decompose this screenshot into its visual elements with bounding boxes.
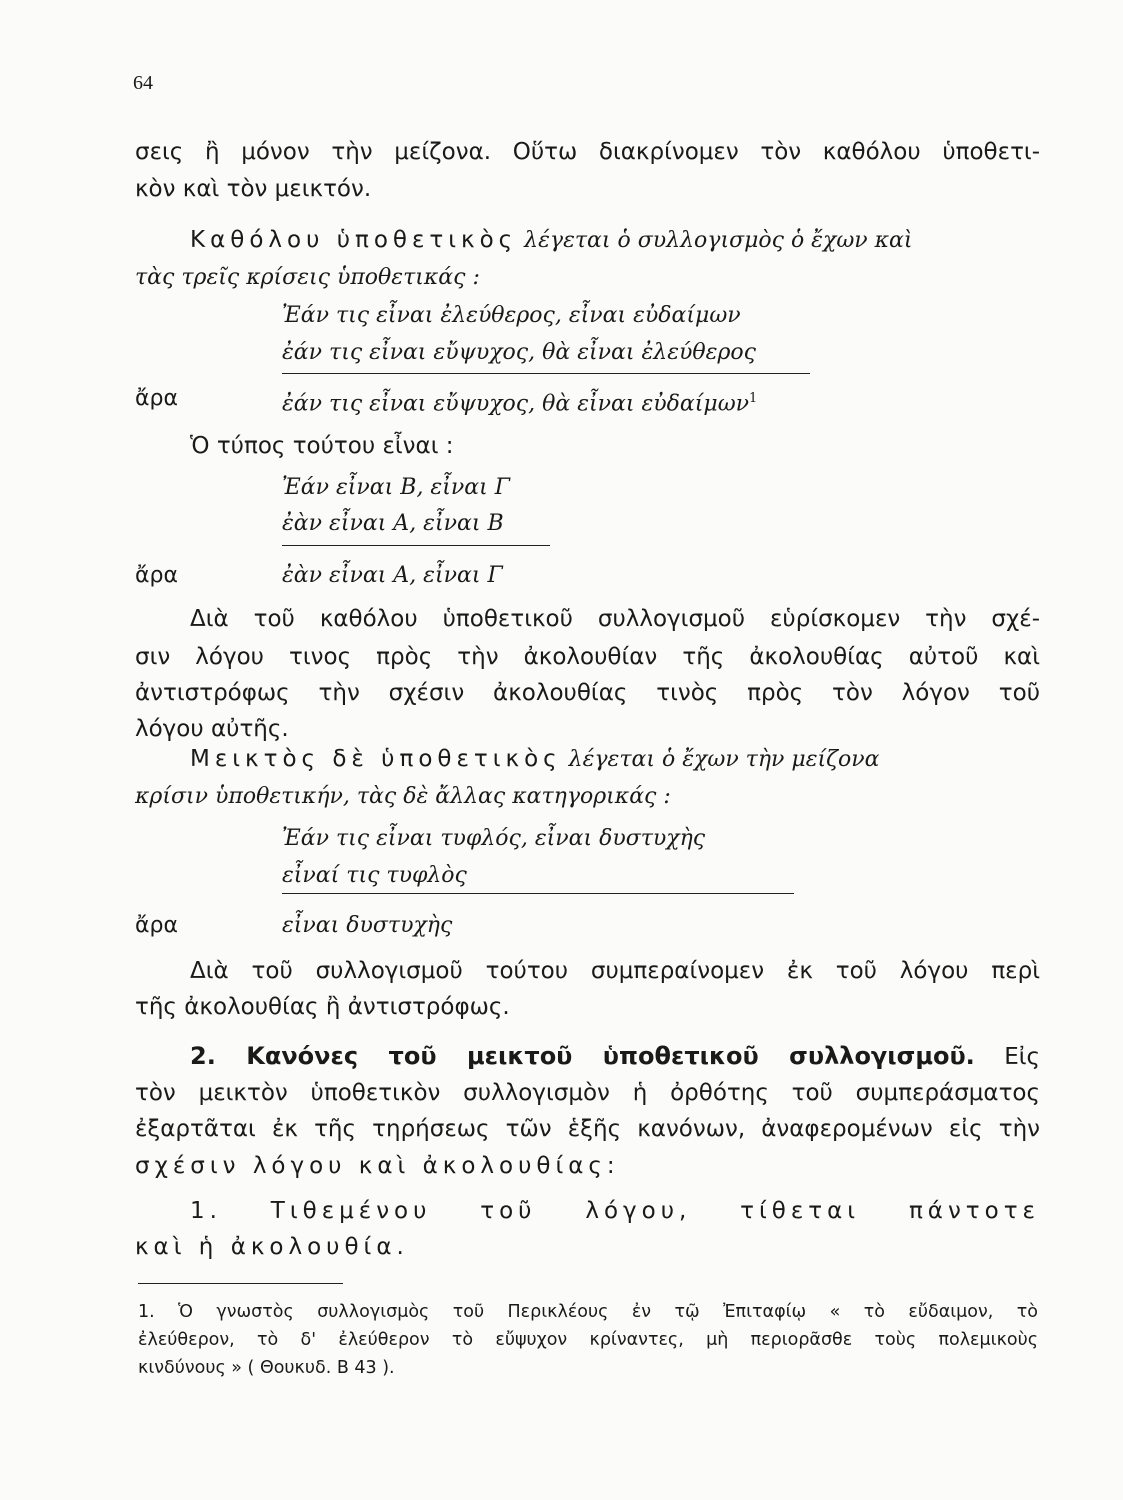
example-3-premise-1: Ἐάν τις εἶναι τυφλός, εἶναι δυστυχὴς: [282, 826, 706, 851]
rule-1-line-2: καὶ ἡ ἀκολουθία.: [135, 1234, 409, 1260]
example-3-ara: ἄρα: [135, 913, 178, 938]
example-2-premise-1: Ἐάν εἶναι Β, εἶναι Γ: [282, 475, 510, 500]
example-3-rule: [282, 893, 794, 894]
section-2-heading: 2. Κανόνες τοῦ μεικτοῦ ὑποθετικοῦ συλλογισμοῦ.: [190, 1042, 975, 1070]
section-2-line-2: τὸν μεικτὸν ὑποθετικὸν συλλογισμὸν ἡ ὀρθότης τοῦ συμπεράσματος: [135, 1080, 1040, 1106]
paragraph-2-line-4: λόγου αὐτῆς.: [135, 716, 289, 742]
definition-universal-hypothetical-line-2: τὰς τρεῖς κρίσεις ὑποθετικάς :: [135, 265, 480, 290]
page-number: 64: [133, 72, 153, 94]
example-3-premise-2: εἶναί τις τυφλὸς: [282, 863, 467, 888]
example-1-ara: ἄρα: [135, 386, 178, 411]
paragraph-3-line-1: Διὰ τοῦ συλλογισμοῦ τούτου συμπεραίνομεν ἐκ τοῦ λόγου περὶ: [190, 958, 1040, 984]
example-1-premise-1: Ἐάν τις εἶναι ἐλεύθερος, εἶναι εὐδαίμων: [282, 303, 741, 328]
term-universal-hypothetical: Καθόλου ὑποθετικὸς: [190, 227, 518, 253]
section-2-spaced-tail: σχέσιν λόγου καὶ ἀκολουθίας:: [135, 1153, 620, 1179]
example-1-conclusion: ἐάν τις εἶναι εὔψυχος, θὰ εἶναι εὐδαίμων$^1$: [282, 391, 758, 417]
paragraph-2-line-1: Διὰ τοῦ καθόλου ὑποθετικοῦ συλλογισμοῦ εὑρίσκομεν τὴν σχέ-: [190, 606, 1040, 632]
definition-mixed-hypothetical: Μεικτὸς δὲ ὑποθετικὸς λέγεται ὁ ἔχων τὴν μείζονα: [190, 746, 880, 772]
example-2-rule: [282, 545, 550, 546]
footnote-line-1: 1. Ὁ γνωστὸς συλλογισμὸς τοῦ Περικλέους ἐν τῷ Ἐπιταφίῳ « τὸ εὔδαιμον, τὸ: [138, 1302, 1038, 1322]
definition-mixed-hypothetical-line-2: κρίσιν ὑποθετικήν, τὰς δὲ ἄλλας κατηγορικάς :: [135, 784, 671, 809]
footnote-separator: [138, 1283, 343, 1284]
footnote-marker: 1: [749, 391, 758, 406]
example-1-premise-2: ἐάν τις εἶναι εὔψυχος, θὰ εἶναι ἐλεύθερος: [282, 340, 756, 365]
footnote-line-3: κινδύνους » ( Θουκυδ. Β 43 ).: [138, 1358, 395, 1378]
paragraph-2-line-3: ἀντιστρόφως τὴν σχέσιν ἀκολουθίας τινὸς πρὸς τὸν λόγον τοῦ: [135, 680, 1040, 706]
example-3-conclusion: εἶναι δυστυχὴς: [282, 913, 453, 938]
example-1-rule: [282, 373, 810, 374]
example-2-premise-2: ἐὰν εἶναι Α, εἶναι Β: [282, 511, 504, 536]
section-2-heading-line: 2. Κανόνες τοῦ μεικτοῦ ὑποθετικοῦ συλλογισμοῦ. Εἰς: [190, 1042, 1041, 1070]
definition-universal-hypothetical: Καθόλου ὑποθετικὸς λέγεται ὁ συλλογισμὸς ὁ ἔχων καὶ: [190, 227, 913, 253]
paragraph-2-line-2: σιν λόγου τινος πρὸς τὴν ἀκολουθίαν τῆς ἀκολουθίας αὐτοῦ καὶ: [135, 644, 1040, 670]
paragraph-1-line-1: σεις ἢ μόνον τὴν μείζονα. Οὕτω διακρίνομεν τὸν καθόλου ὑποθετι-: [135, 139, 1040, 165]
term-mixed-hypothetical: Μεικτὸς δὲ ὑποθετικὸς: [190, 746, 562, 772]
type-intro: Ὁ τύπος τούτου εἶναι :: [190, 433, 454, 459]
example-2-ara: ἄρα: [135, 563, 178, 588]
example-2-conclusion: ἐὰν εἶναι Α, εἶναι Γ: [282, 563, 503, 588]
paragraph-1-line-2: κὸν καὶ τὸν μεικτόν.: [135, 176, 372, 202]
paragraph-3-line-2: τῆς ἀκολουθίας ἢ ἀντιστρόφως.: [135, 994, 510, 1020]
section-2-line-3: ἐξαρτᾶται ἐκ τῆς τηρήσεως τῶν ἑξῆς κανόνων, ἀναφερομένων εἰς τὴν: [135, 1116, 1040, 1142]
footnote-line-2: ἐλεύθερον, τὸ δ' ἐλεύθερον τὸ εὔψυχον κρίναντες, μὴ περιορᾶσθε τοὺς πολεμικοὺς: [138, 1330, 1038, 1350]
rule-1-line-1: 1. Τιθεμένου τοῦ λόγου, τίθεται πάντοτε: [190, 1198, 1040, 1224]
